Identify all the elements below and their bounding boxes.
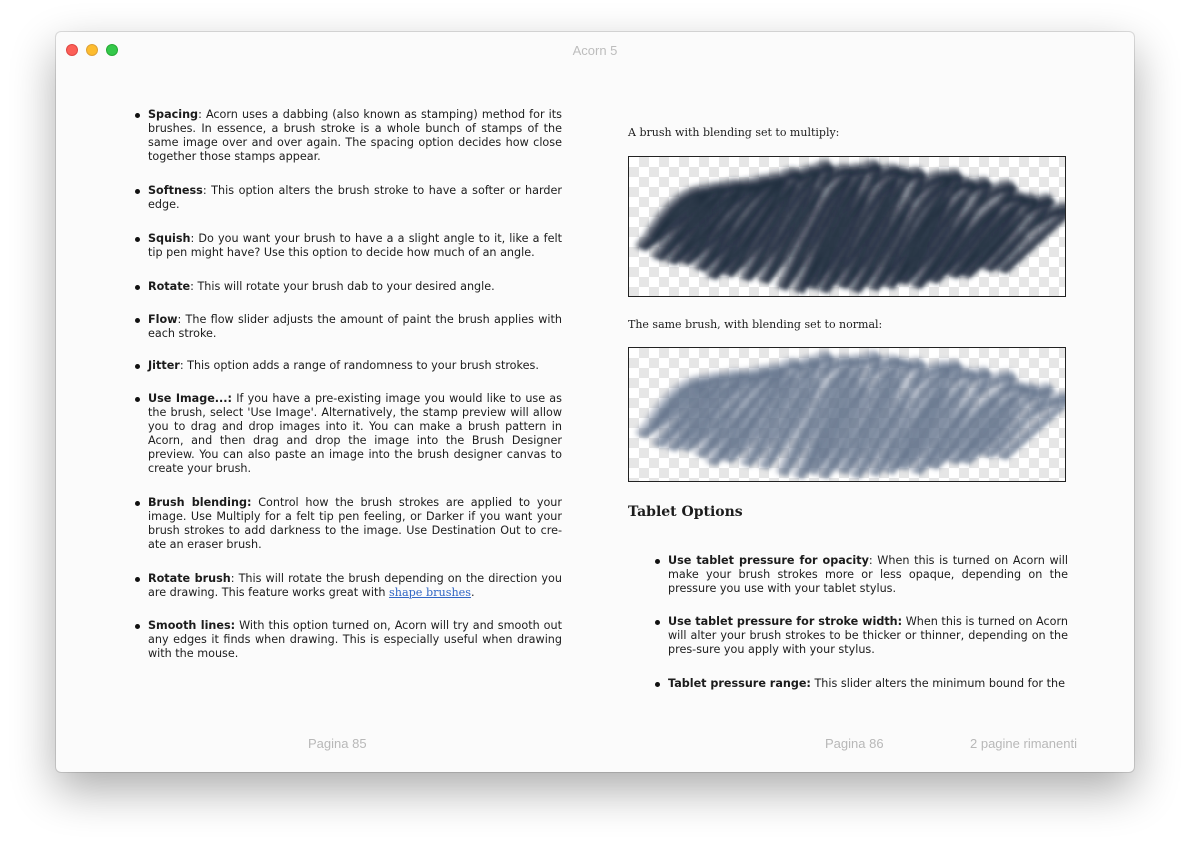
- option-description: : This will rotate your brush dab to your desired angle.: [190, 280, 495, 293]
- list-item: [668, 615, 1068, 657]
- list-item: [148, 108, 562, 164]
- option-description-end: .: [471, 586, 475, 599]
- normal-brush-stroke-image: [629, 348, 1065, 481]
- window-title: Acorn 5: [572, 43, 618, 58]
- option-term: Use Image...:: [148, 392, 233, 405]
- option-description: : This option alters the brush stroke to have a softer or harder edge.: [148, 184, 562, 211]
- brush-options-list: [148, 108, 562, 661]
- option-description: : The flow slider adjusts the amount of paint the brush applies with each stroke.: [148, 313, 562, 340]
- option-description: : Acorn uses a dabbing (also known as stamping) method for its brushes. In essence, a brush stroke is a whole bunch of stamps of the same image over and over again. The spacing option decides how close together those stamps appear.: [148, 108, 562, 163]
- option-term: Rotate: [148, 280, 191, 293]
- normal-caption: The same brush, with blending set to normal:: [628, 318, 883, 331]
- left-page-number: Pagina 85: [308, 736, 367, 751]
- list-item: [148, 392, 562, 476]
- multiply-brush-preview: [628, 156, 1066, 297]
- brush-scribble: [640, 163, 1065, 291]
- left-page: [148, 108, 562, 661]
- normal-brush-preview: [628, 347, 1066, 482]
- option-term: Rotate brush: [148, 572, 231, 585]
- shape-brushes-link[interactable]: shape brushes: [389, 586, 472, 599]
- list-item: [148, 359, 562, 373]
- option-term: Use tablet pressure for opacity: [668, 554, 869, 567]
- option-term: Flow: [148, 313, 178, 326]
- right-page-number: Pagina 86: [825, 736, 884, 751]
- reader-window: [56, 32, 1134, 772]
- list-item: [668, 677, 1068, 691]
- list-item: [148, 313, 562, 341]
- list-item: [148, 572, 562, 600]
- option-description: When this is turned on Acorn will alter your brush strokes to be thicker or thinner, depending on the pres-sure you apply with your stylus.: [668, 615, 1068, 656]
- option-term: Spacing: [148, 108, 199, 121]
- option-description: : When this is turned on Acorn will make your brush strokes more or less opaque, depending on the pressure you use with your tablet stylus.: [668, 554, 1068, 595]
- list-item: [148, 280, 562, 294]
- title-bar: [56, 32, 1134, 70]
- option-term: Brush blending:: [148, 496, 252, 509]
- option-term: Softness: [148, 184, 203, 197]
- option-description: If you have a pre-existing image you would like to use as the brush, select 'Use Image'. Alternatively, the stamp preview will allow you to drag and drop images into it. You can make a brush pattern in Acorn, and then drag and drop the image into the Brush Designer preview. You can also paste an image into the brush designer canvas to create your brush.: [148, 392, 562, 475]
- pages-remaining: 2 pagine rimanenti: [970, 736, 1077, 751]
- option-term: Smooth lines:: [148, 619, 236, 632]
- list-item: [668, 554, 1068, 596]
- option-description: : Do you want your brush to have a a slight angle to it, like a felt tip pen might have? Use this option to decide how much of an angle.: [148, 232, 562, 259]
- option-term: Squish: [148, 232, 191, 245]
- brush-scribble: [640, 354, 1065, 478]
- option-term: Tablet pressure range:: [668, 677, 811, 690]
- option-description: Control how the brush strokes are applied to your image. Use Multiply for a felt tip pen feeling, or Darker if you want your brush strokes to add darkness to the image. Use Destination Out to cre-ate an eraser brush.: [148, 496, 562, 551]
- option-term: Use tablet pressure for stroke width:: [668, 615, 903, 628]
- option-description: : This will rotate the brush depending on the direction you are drawing. This feature works great with: [148, 572, 562, 599]
- option-term: Jitter: [148, 359, 180, 372]
- list-item: [148, 232, 562, 260]
- multiply-brush-stroke-image: [629, 157, 1065, 296]
- tablet-options-list: [668, 554, 1068, 691]
- tablet-options-heading: Tablet Options: [628, 504, 743, 520]
- option-description: : This option adds a range of randomness to your brush strokes.: [179, 359, 539, 372]
- option-description: With this option turned on, Acorn will try and smooth out any edges it finds when drawing. This is especially useful when drawing with the mouse.: [148, 619, 562, 660]
- list-item: [148, 619, 562, 661]
- option-description: This slider alters the minimum bound for the: [810, 677, 1065, 690]
- multiply-caption: A brush with blending set to multiply:: [628, 126, 840, 139]
- list-item: [148, 184, 562, 212]
- list-item: [148, 496, 562, 552]
